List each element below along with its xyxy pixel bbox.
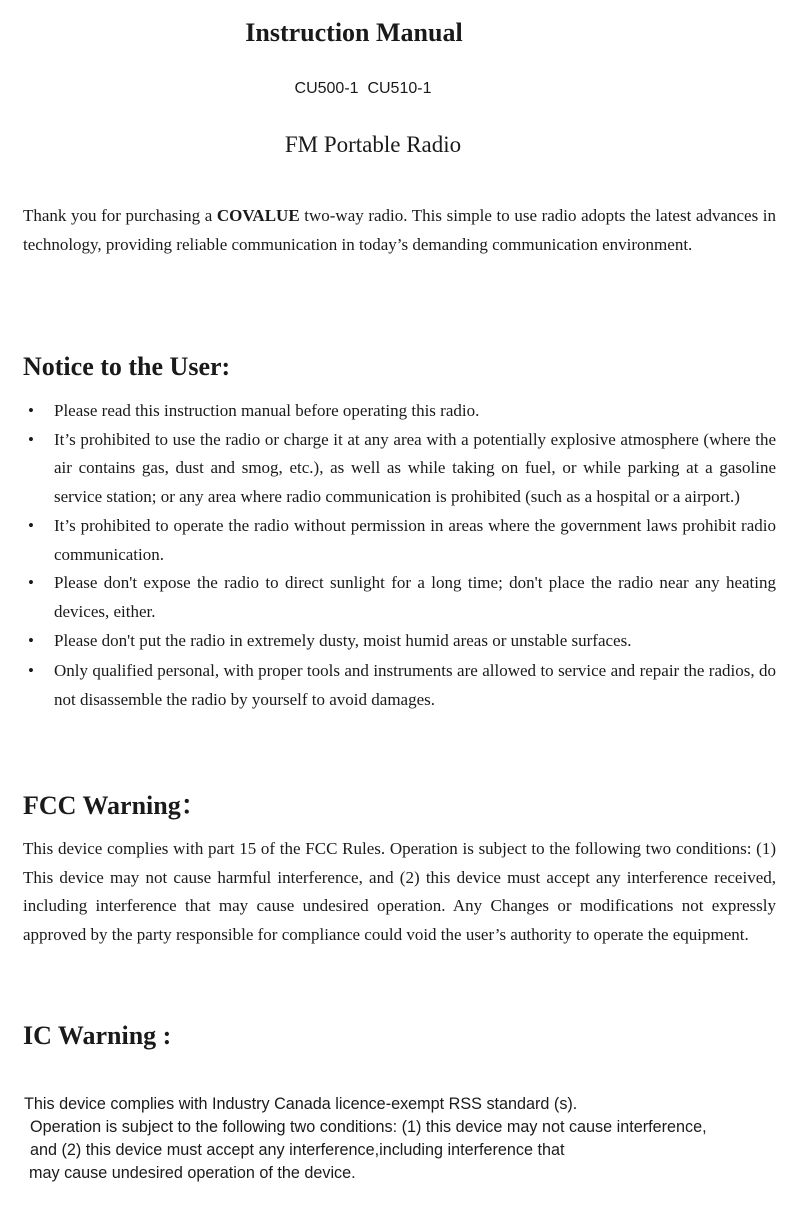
list-item-text: Only qualified personal, with proper tools and instruments are allowed to service and repair the radios, do not disassemble the radio by yourself to avoid damages. [54,661,776,710]
list-item-text: Please read this instruction manual before operating this radio. [54,401,480,420]
notice-list [26,397,776,715]
ic-heading: IC Warning : [23,1021,172,1050]
ic-line: This device complies with Industry Canada licence-exempt RSS standard (s). [24,1095,578,1113]
intro-paragraph [23,202,776,259]
list-item [26,569,776,626]
ic-line: may cause undesired operation of the device. [29,1164,356,1182]
document-title: Instruction Manual [245,18,463,47]
list-item [26,397,776,426]
bullet-icon: • [28,573,34,593]
list-item [26,657,776,714]
fcc-heading-text: FCC Warning [23,791,181,820]
bullet-icon: • [28,630,34,650]
ic-line: Operation is subject to the following two conditions: (1) this device may not cause interference, [30,1118,707,1136]
bullet-icon: • [28,515,34,535]
bullet-icon: • [28,401,34,420]
fcc-paragraph: This device complies with part 15 of the FCC Rules. Operation is subject to the following two conditions: (1) This device may not cause harmful interference, and (2) this device must accept any interference received, including interference that may cause undesired operation. Any Changes or modifications not expressly approved by the party responsible for compliance could void the user’s authority to operate the equipment. [23,839,776,944]
ic-paragraph [24,1093,799,1185]
notice-heading: Notice to the User: [23,352,231,381]
brand-name: COVALUE [216,206,300,225]
list-item-text: It’s prohibited to use the radio or charge it at any area with a potentially explosive atmosphere (where the air contains gas, dust and smog, etc.), as well as while taking on fuel, or while parking at a gasoline service station; or any area where radio communication is prohibited (such as a hospital or a airport.) [54,429,776,507]
list-item-text: Please don't expose the radio to direct sunlight for a long time; don't place the radio near any heating devices, either. [54,573,776,621]
list-item-text: It’s prohibited to operate the radio without permission in areas where the government laws prohibit radio communication. [54,515,776,564]
bullet-icon: • [28,429,34,449]
list-item-text: Please don't put the radio in extremely dusty, moist humid areas or unstable surfaces. [54,630,632,650]
bullet-icon: • [28,661,34,681]
list-item [26,426,776,512]
fcc-heading [23,790,207,822]
document-subtitle: FM Portable Radio [284,132,462,157]
model-numbers: CU500-1 CU510-1 [294,80,432,97]
intro-text-after: two-way radio. This simple to use radio adopts the latest advances in technology, providing reliable communication in today’s demanding communication environment. [23,206,777,254]
intro-text-before: Thank you for purchasing a [23,206,217,225]
fcc-heading-punct: ： [180,791,207,820]
list-item [26,512,776,569]
list-item [26,627,776,656]
ic-line: and (2) this device must accept any interference,including interference that [30,1141,565,1159]
